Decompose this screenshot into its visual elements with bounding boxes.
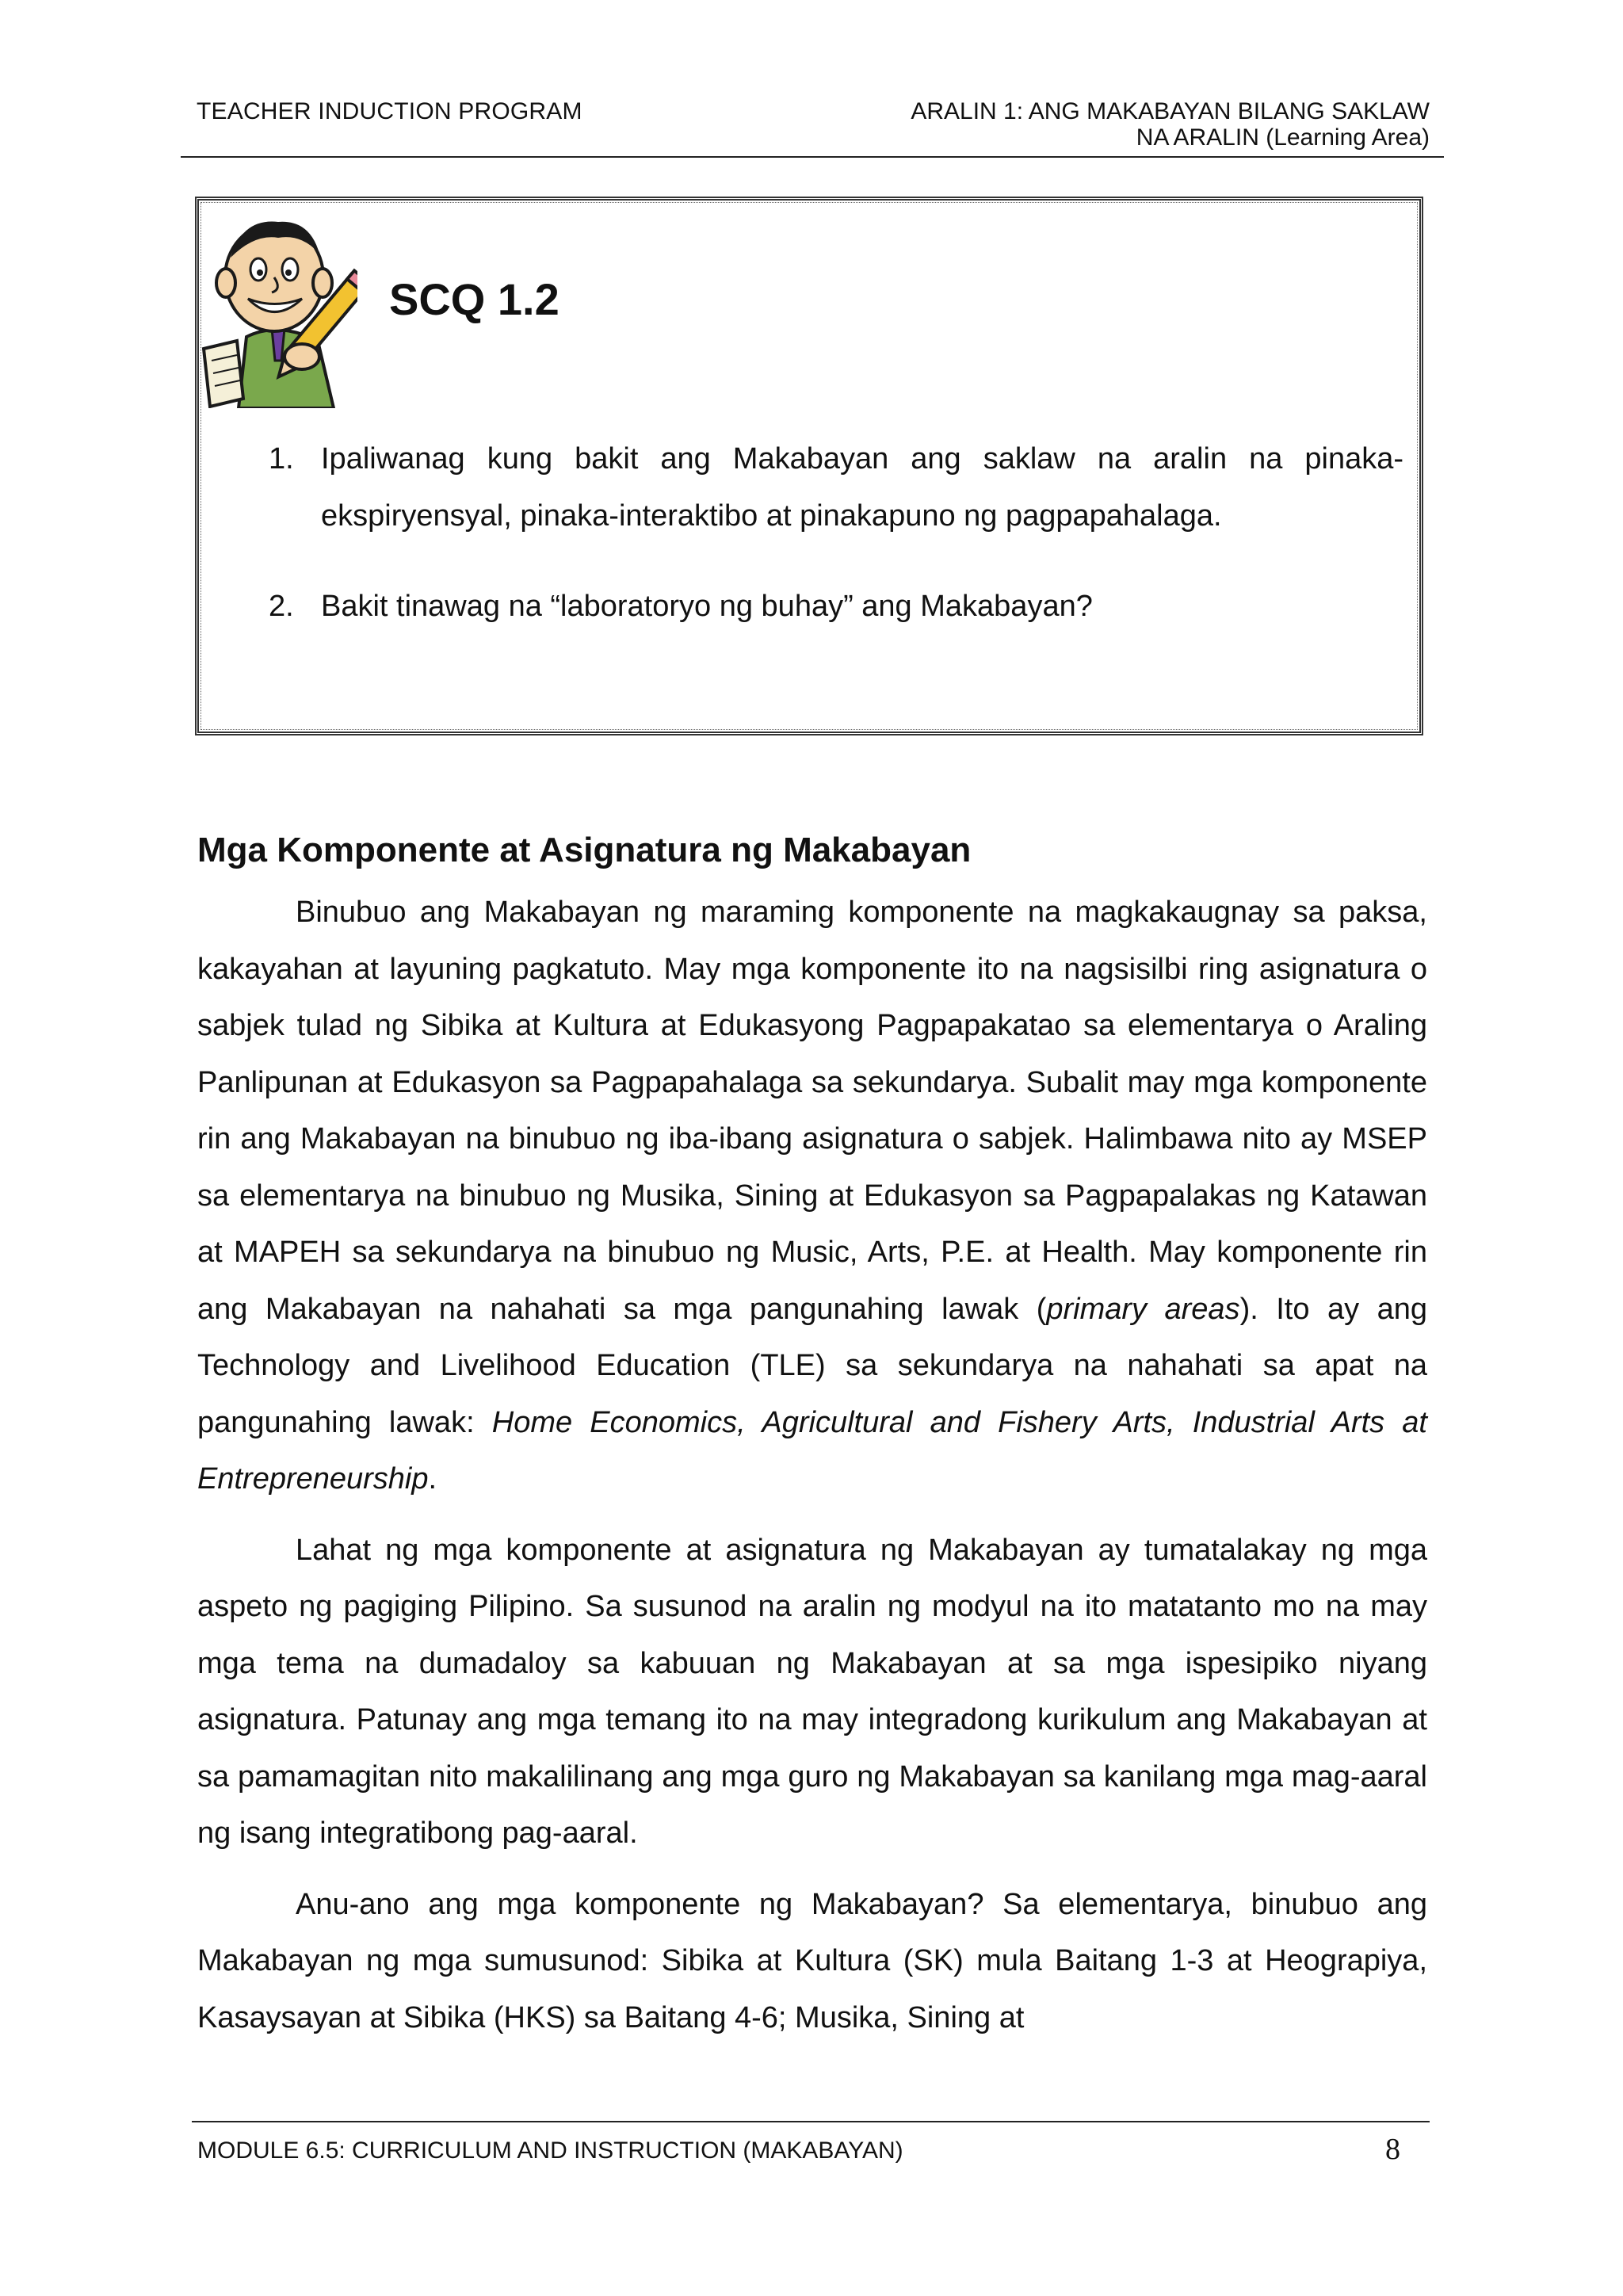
question-list xyxy=(269,430,1403,635)
paragraph-1-italic-primary-areas: primary areas xyxy=(1046,1292,1240,1326)
header-program: TEACHER INDUCTION PROGRAM xyxy=(197,98,582,124)
paragraph-1-main: Binubuo ang Makabayan ng maraming komponente na magkakaugnay sa paksa, kakayahan at layuning pagkatuto. May mga komponente ito na nagsisilbi ring asignatura o sabjek tulad ng Sibika at Kultura at Edukasyong Pagpapakatao sa elementarya o Araling Panlipunan at Edukasyon sa Pagpapahalaga sa sekundarya. Subalit may mga komponente rin ang Makabayan na binubuo ng iba-ibang asignatura o sabjek. Halimbawa nito ay MSEP sa elementarya na binubuo ng Musika, Sining at Edukasyon sa Pagpapalakas ng Katawan at MAPEH sa sekundarya na binubuo ng Music, Arts, P.E. at Health. May komponente rin ang Makabayan na nahahati sa mga pangunahing lawak ( xyxy=(197,896,1427,1326)
teacher-with-pencil-icon xyxy=(199,210,357,408)
header-lesson-title xyxy=(716,98,1430,151)
header-lesson-line2: NA ARALIN (Learning Area) xyxy=(1136,124,1430,151)
question-number: 2. xyxy=(269,590,294,623)
page-number: 8 xyxy=(1385,2133,1400,2166)
scq-title: SCQ 1.2 xyxy=(389,274,559,324)
self-check-question-box xyxy=(195,197,1423,735)
section-heading: Mga Komponente at Asignatura ng Makabayan xyxy=(197,831,972,869)
question-item xyxy=(269,430,1403,544)
footer-module: MODULE 6.5: CURRICULUM AND INSTRUCTION (MAKABAYAN) xyxy=(197,2137,903,2164)
question-text: Ipaliwanag kung bakit ang Makabayan ang saklaw na aralin na pinaka-ekspiryensyal, pinaka-interaktibo at pinakapuno ng pagpapahalaga. xyxy=(321,442,1403,533)
main-content xyxy=(197,823,1427,2061)
question-item xyxy=(269,578,1403,635)
header-lesson-line1: ARALIN 1: ANG MAKABAYAN BILANG SAKLAW xyxy=(911,98,1430,124)
paragraph-1-mid: ). Ito ay ang Technology and Livelihood Education (TLE) sa sekundarya na nahahati sa apat na pangunahing lawak: xyxy=(197,1292,1427,1439)
question-number: 1. xyxy=(269,442,294,476)
footer-divider xyxy=(192,2121,1430,2122)
header-divider xyxy=(181,156,1444,158)
paragraph-1 xyxy=(197,884,1427,1508)
question-text: Bakit tinawag na “laboratoryo ng buhay” ang Makabayan? xyxy=(321,590,1093,623)
paragraph-1-end: . xyxy=(428,1462,437,1496)
paragraph-1-italic-areas-list: Home Economics, Agricultural and Fishery Arts, Industrial Arts at Entrepreneurship xyxy=(197,1405,1427,1496)
paragraph-3: Anu-ano ang mga komponente ng Makabayan? Sa elementarya, binubuo ang Makabayan ng mga sumusunod: Sibika at Kultura (SK) mula Baitang 1-3 at Heograpiya, Kasaysayan at Sibika (HKS) sa Baitang 4-6; Musika, Sining at xyxy=(197,1887,1427,2034)
paragraph-2: Lahat ng mga komponente at asignatura ng Makabayan ay tumatalakay ng mga aspeto ng pagiging Pilipino. Sa susunod na aralin ng modyul na ito matatanto mo na may mga tema na dumadaloy sa kabuuan ng Makabayan at sa mga ispesipiko niyang asignatura. Patunay ang mga temang ito na may integradong kurikulum ang Makabayan at sa pamamagitan nito makalilinang ang mga guro ng Makabayan sa kanilang mga mag-aaral ng isang integratibong pag-aaral. xyxy=(197,1533,1427,1850)
